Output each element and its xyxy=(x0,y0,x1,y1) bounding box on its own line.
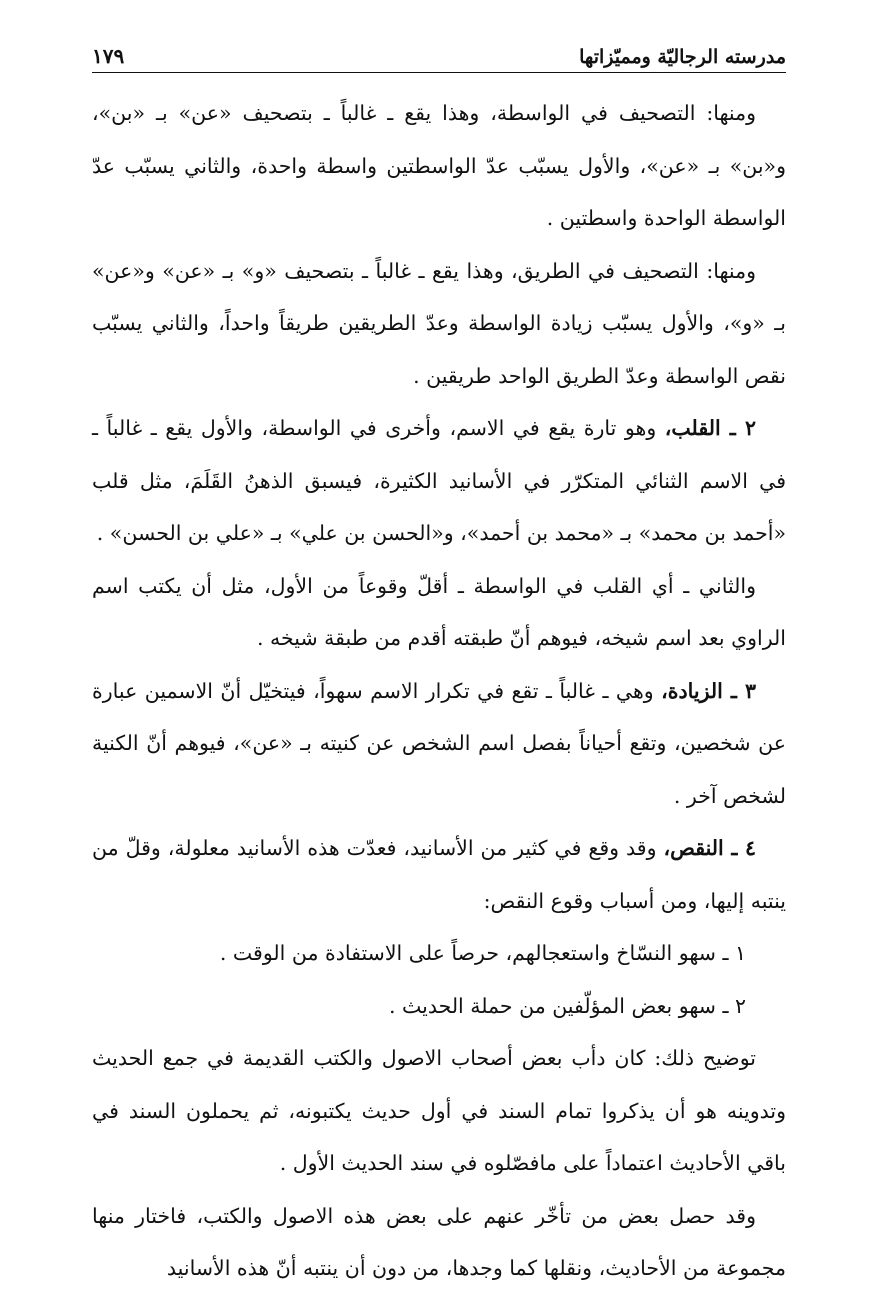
paragraph-tashif-wasita xyxy=(92,87,786,245)
page-number: ١٧٩ xyxy=(92,44,125,68)
paragraph-text: ومنها: التصحيف في الطريق، وهذا يقع ـ غالباً ـ بتصحيف «و» بـ «عن» و«عن» بـ «و»، والأول يسبّب زيادة الواسطة وعدّ الطريقين طريقاً واحداً، والثاني يسبّب نقص الواسطة وعدّ الطريق الواحد طريقين . xyxy=(92,258,786,388)
paragraph-text: وهو تارة يقع في الاسم، وأخرى في الواسطة، والأول يقع ـ غالباً ـ في الاسم الثنائي المتكرّر في الأسانيد الكثيرة، فيسبق الذهنُ القَلَمَ، مثل قلب «أحمد بن محمد» بـ «محمد بن أحمد»، و«الحسن بن علي» بـ «علي بن الحسن» . xyxy=(92,416,786,545)
paragraph-explanation xyxy=(92,1032,786,1190)
paragraph-ziyada xyxy=(92,665,786,823)
paragraph-tashif-tariq xyxy=(92,245,786,403)
book-page xyxy=(92,28,786,1295)
paragraph-qalb-wasita xyxy=(92,560,786,665)
running-header xyxy=(92,28,786,73)
list-item-text: ٢ ـ سهو بعض المؤلّفين من حملة الحديث . xyxy=(388,993,746,1018)
paragraph-text: ومنها: التصحيف في الواسطة، وهذا يقع ـ غالباً ـ بتصحيف «عن» بـ «بن»، و«بن» بـ «عن»، والأول يسبّب عدّ الواسطتين واسطة واحدة، والثاني يسبّب عدّ الواسطة الواحدة واسطتين . xyxy=(92,101,786,230)
paragraph-text: وقد حصل بعض من تأخّر عنهم على بعض هذه الاصول والكتب، فاختار منها مجموعة من الأحاديث، ونقلها كما وجدها، من دون أن ينتبه أنّ هذه الأسانيد xyxy=(92,1203,786,1280)
paragraph-text: والثاني ـ أي القلب في الواسطة ـ أقلّ وقوعاً من الأول، مثل أن يكتب اسم الراوي بعد اسم شيخه، فيوهم أنّ طبقته أقدم من طبقة شيخه . xyxy=(92,573,786,650)
section-term-ziyada: ٣ ـ الزيادة، xyxy=(661,678,756,703)
paragraph-text: وقد وقع في كثير من الأسانيد، فعدّت هذه الأسانيد معلولة، وقلّ من ينتبه إليها، ومن أسباب وقوع النقص: xyxy=(92,836,786,913)
paragraph-qalb xyxy=(92,402,786,560)
running-title: مدرسته الرجاليّة ومميّزاتها xyxy=(579,46,786,68)
body-text xyxy=(92,87,786,1295)
section-term-naqs: ٤ ـ النقص، xyxy=(663,836,756,860)
paragraph-text: وهي ـ غالباً ـ تقع في تكرار الاسم سهواً، فيتخيّل أنّ الاسمين عبارة عن شخصين، وتقع أحياناً بفصل اسم الشخص عن كنيته بـ «عن»، فيوهم أنّ الكنية لشخص آخر . xyxy=(92,678,786,808)
paragraph-continuation xyxy=(92,1190,786,1295)
list-item xyxy=(92,927,786,980)
list-item-text: ١ ـ سهو النسّاخ واستعجالهم، حرصاً على الاستفادة من الوقت . xyxy=(219,941,746,965)
paragraph-naqs xyxy=(92,822,786,927)
list-item xyxy=(92,980,786,1033)
section-term-qalb: ٢ ـ القلب، xyxy=(664,416,757,440)
paragraph-text: توضيح ذلك: كان دأب بعض أصحاب الاصول والكتب القديمة في جمع الحديث وتدوينه هو أن يذكروا تمام السند في أول حديث يكتبونه، ثم يحملون السند في باقي الأحاديث اعتماداً على مافصّلوه في سند الحديث الأول . xyxy=(92,1046,786,1175)
